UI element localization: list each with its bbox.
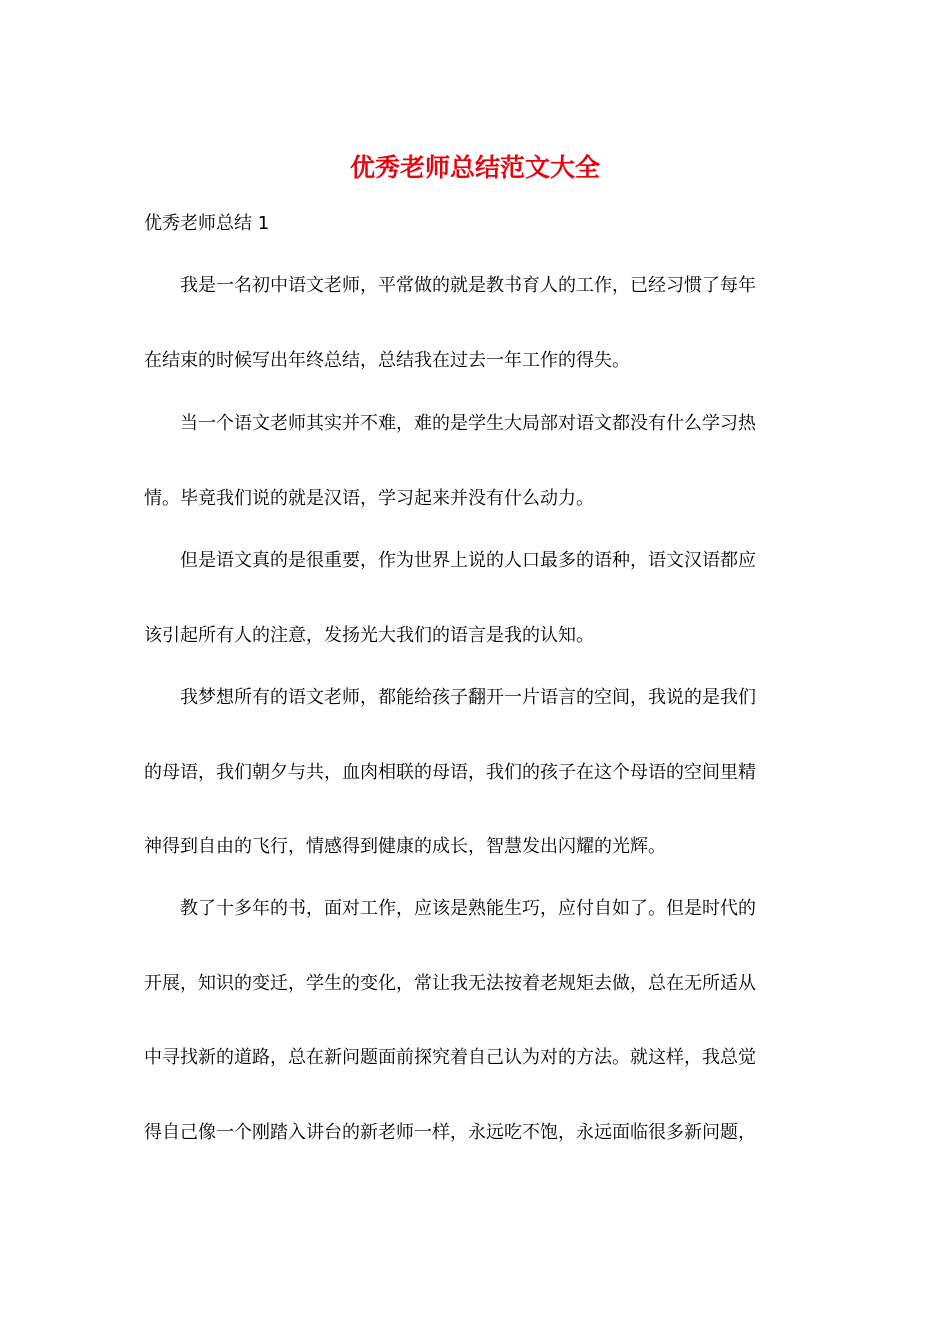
paragraph-1-line-1: 我是一名初中语文老师，平常做的就是教书育人的工作，已经习惯了每年 — [180, 275, 756, 296]
paragraph-3-line-2: 该引起所有人的注意，发扬光大我们的语言是我的认知。 — [144, 625, 594, 646]
paragraph-5-line-2: 开展，知识的变迁，学生的变化，常让我无法按着老规矩去做，总在无所适从 — [144, 973, 756, 994]
paragraph-2-line-2: 情。毕竟我们说的就是汉语，学习起来并没有什么动力。 — [144, 488, 594, 509]
document-title: 优秀老师总结范文大全 — [349, 153, 600, 182]
paragraph-3-line-1: 但是语文真的是很重要，作为世界上说的人口最多的语种，语文汉语都应 — [180, 550, 756, 571]
paragraph-1-line-2: 在结束的时候写出年终总结，总结我在过去一年工作的得失。 — [144, 350, 630, 371]
paragraph-4-line-1: 我梦想所有的语文老师，都能给孩子翻开一片语言的空间，我说的是我们 — [180, 687, 756, 708]
paragraph-5-line-1: 教了十多年的书，面对工作，应该是熟能生巧，应付自如了。但是时代的 — [180, 898, 756, 919]
paragraph-2-line-1: 当一个语文老师其实并不难，难的是学生大局部对语文都没有什么学习热 — [180, 413, 756, 434]
paragraph-4-line-2: 的母语，我们朝夕与共，血肉相联的母语，我们的孩子在这个母语的空间里精 — [144, 762, 756, 783]
paragraph-4-line-3: 神得到自由的飞行，情感得到健康的成长，智慧发出闪耀的光辉。 — [144, 836, 666, 857]
paragraph-5-line-4: 得自己像一个刚踏入讲台的新老师一样，永远吃不饱，永远面临很多新问题， — [144, 1122, 756, 1143]
section-heading: 优秀老师总结 1 — [144, 213, 270, 234]
paragraph-5-line-3: 中寻找新的道路，总在新问题面前探究着自己认为对的方法。就这样，我总觉 — [144, 1047, 756, 1068]
